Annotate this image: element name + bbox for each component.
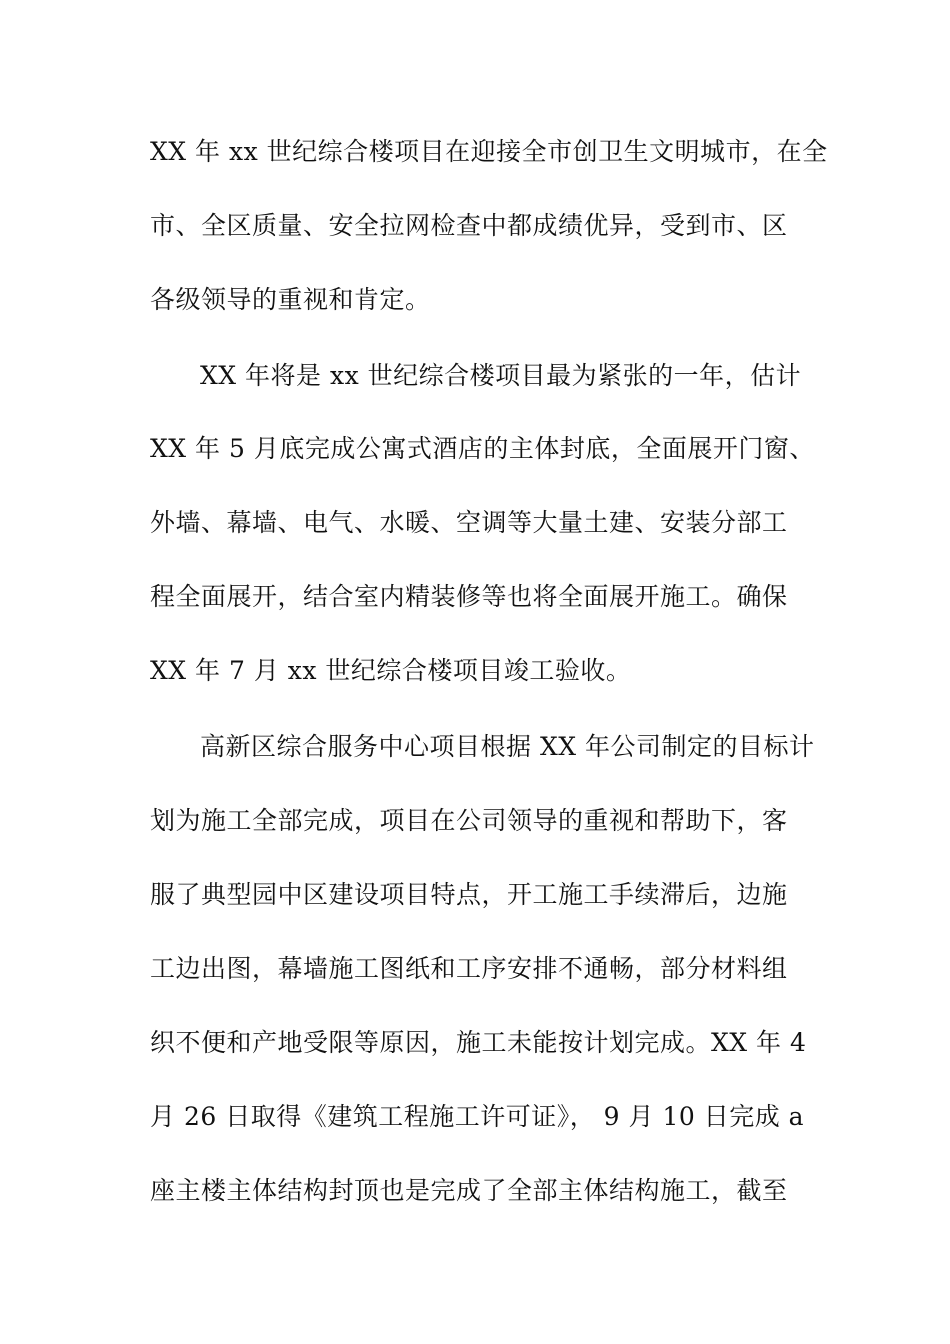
text-line: XX 年 5 月底完成公寓式酒店的主体封底，全面展开门窗、: [150, 434, 815, 463]
text-line: 程全面展开，结合室内精装修等也将全面展开施工。确保: [150, 582, 788, 611]
text-line: 高新区综合服务中心项目根据 XX 年公司制定的目标计: [200, 732, 815, 761]
text-line: 划为施工全部完成，项目在公司领导的重视和帮助下，客: [150, 806, 788, 835]
text-line: 市、全区质量、安全拉网检查中都成绩优异，受到市、区: [150, 211, 788, 240]
text-line: XX 年 7 月 xx 世纪综合楼项目竣工验收。: [150, 656, 632, 685]
text-line: 月 26 日取得《建筑工程施工许可证》， 9 月 10 日完成 a: [150, 1102, 805, 1131]
text-line: 织不便和产地受限等原因，施工未能按计划完成。XX 年 4: [150, 1028, 807, 1057]
text-line: 服了典型园中区建设项目特点，开工施工手续滞后，边施: [150, 880, 788, 909]
text-line: 外墙、幕墙、电气、水暖、空调等大量土建、安装分部工: [150, 508, 788, 537]
text-line: XX 年 xx 世纪综合楼项目在迎接全市创卫生文明城市，在全: [150, 137, 828, 166]
text-line: 各级领导的重视和肯定。: [150, 285, 431, 314]
text-line: 工边出图，幕墙施工图纸和工序安排不通畅，部分材料组: [150, 954, 788, 983]
text-line: 座主楼主体结构封顶也是完成了全部主体结构施工，截至: [150, 1176, 788, 1205]
text-line: XX 年将是 xx 世纪综合楼项目最为紧张的一年，估计: [200, 361, 802, 390]
